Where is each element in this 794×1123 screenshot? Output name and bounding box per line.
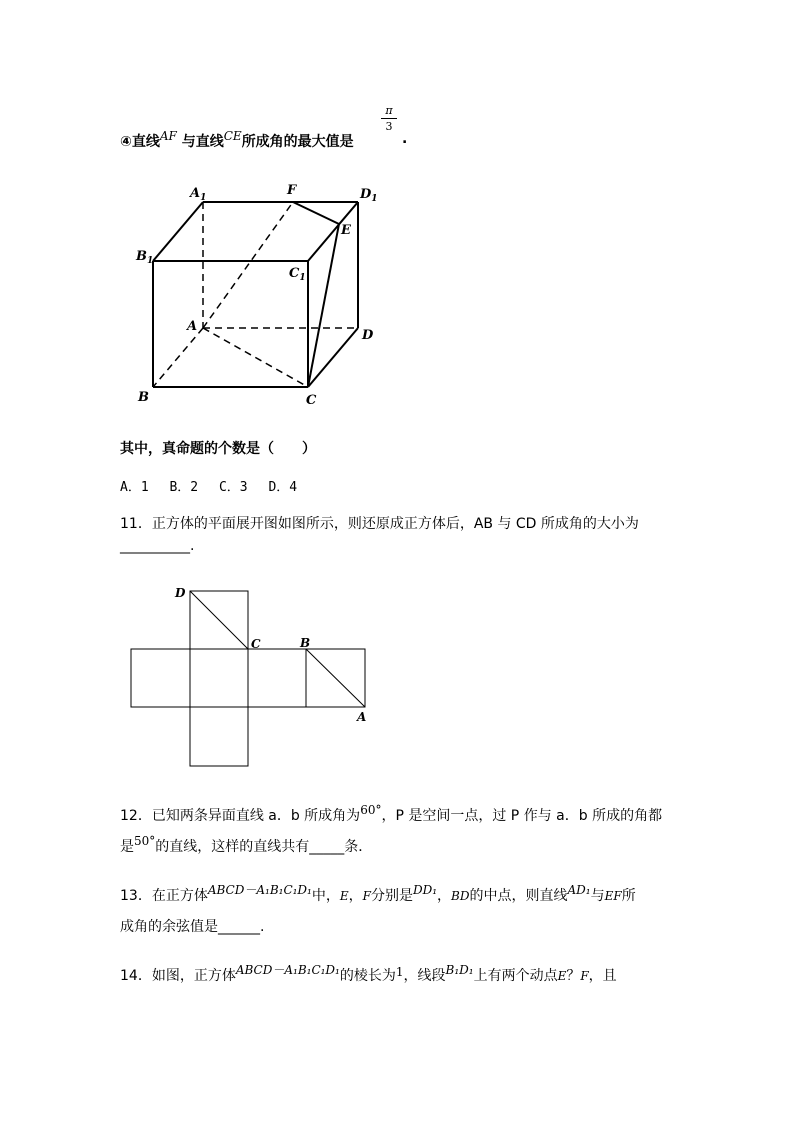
q13-segment-ef: EF <box>604 889 622 903</box>
net-middle-3 <box>248 649 306 707</box>
q13-line2: 成角的余弦值是______. <box>120 919 265 935</box>
net-diagonal-dc <box>190 591 248 649</box>
net-middle-1 <box>131 649 190 707</box>
net-bottom-square <box>190 707 248 766</box>
fraction-numerator: π <box>385 104 393 117</box>
label-f: F <box>287 183 297 198</box>
q14-line1: 14．如图，正方体ABCD－A₁B₁C₁D₁的棱长为1，线段B₁D₁上有两个动点E？F，且 <box>120 963 617 984</box>
net-label-b: B <box>300 636 311 650</box>
item4-line-ce: CE <box>223 129 242 143</box>
q14-point-e: E <box>557 969 567 983</box>
label-d1: $D_1$ <box>360 187 378 204</box>
q12-line1: 12．已知两条异面直线 a．b 所成角为60°，P 是空间一点，过 P 作与 a．b 所成的角都 <box>120 803 663 824</box>
label-a1: $A_1$ <box>190 186 207 203</box>
q12-line2: 是50°的直线，这样的直线共有_____条． <box>120 834 373 855</box>
item4-mid: 与直线 <box>181 134 224 150</box>
label-b1: $B_1$ <box>136 249 154 266</box>
true-statement-count-question: 其中，真命题的个数是（ ） <box>120 441 316 457</box>
q13-point-e: E <box>339 889 349 903</box>
q11-line2: __________. <box>120 538 195 554</box>
net-label-a: A <box>357 710 367 724</box>
label-e: E <box>341 223 351 238</box>
label-d: D <box>362 328 374 343</box>
net-middle-2 <box>190 649 248 707</box>
q13-point-f: F <box>362 889 371 903</box>
item4-end: . <box>402 131 408 147</box>
q11-line1: 11．正方体的平面展开图如图所示，则还原成正方体后，AB 与 CD 所成角的大小为 <box>120 516 639 532</box>
q13-segment-dd1: DD₁ <box>412 883 438 897</box>
q14-point-f: F <box>580 969 589 983</box>
label-b: B <box>138 390 149 405</box>
q14-edge-length: 1 <box>395 965 404 979</box>
net-diagonal-ba <box>306 649 365 707</box>
q14-cube-name: ABCD－A₁B₁C₁D₁ <box>235 963 340 977</box>
q13-line1: 13．在正方体ABCD－A₁B₁C₁D₁中，E，F分别是DD₁，BD的中点，则直线AD₁与EF所 <box>120 883 636 904</box>
q14-segment-b1d1: B₁D₁ <box>445 963 474 977</box>
answer-options: A．1 B．2 C．3 D．4 <box>120 480 298 495</box>
label-c: C <box>306 393 317 408</box>
item4-suffix: 所成角的最大值是 <box>241 134 354 150</box>
label-c1: $C_1$ <box>289 266 306 283</box>
q12-angle-60: 60° <box>360 803 382 817</box>
item4-prefix: ④直线 <box>120 134 160 150</box>
net-label-c: C <box>251 637 261 651</box>
item4-line-af: AF <box>159 129 177 143</box>
label-a: A <box>187 319 198 334</box>
q12-angle-50: 50° <box>134 834 156 848</box>
q13-segment-bd: BD <box>451 889 470 903</box>
q13-cube-name: ABCD－A₁B₁C₁D₁ <box>207 883 312 897</box>
net-label-d: D <box>175 586 186 600</box>
fraction-denominator: 3 <box>385 120 393 133</box>
q13-segment-ad1: AD₁ <box>567 883 591 897</box>
